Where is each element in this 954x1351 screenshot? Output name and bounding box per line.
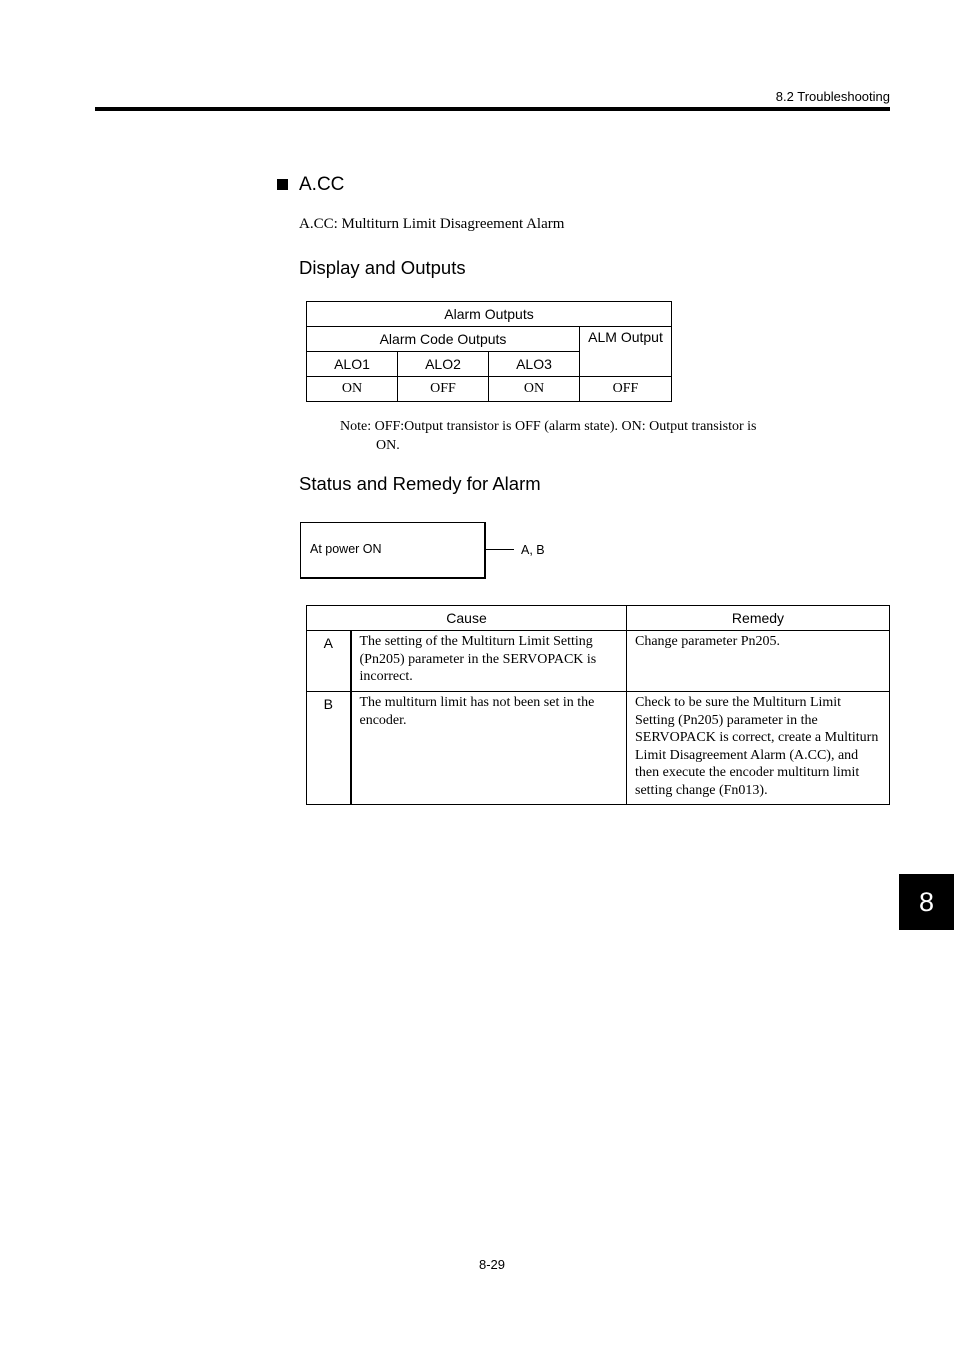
table-row (307, 692, 890, 805)
column-alo2: ALO2 (398, 352, 489, 377)
cause-header: Cause (307, 606, 627, 631)
section-title: A.CC (299, 174, 345, 195)
alarm-outputs-table (306, 301, 672, 402)
value-alo1: ON (307, 377, 398, 402)
section-description: A.CC: Multiturn Limit Disagreement Alarm (299, 216, 565, 232)
cause-remedy-table (306, 605, 890, 805)
remedy-text: Check to be sure the Multiturn Limit Setting (Pn205) parameter in the SERVOPACK is correct, create a Multiturn Limit Disagreement Alarm (A.CC), and then execute the encoder multiturn limit setting change (Fn013). (627, 692, 890, 805)
page-number: 8-29 (478, 1257, 506, 1272)
output-note (340, 417, 780, 455)
column-alo3: ALO3 (489, 352, 580, 377)
remedy-header: Remedy (627, 606, 890, 631)
cause-reference-label: A, B (521, 543, 545, 557)
cause-text: The multiturn limit has not been set in the encoder. (351, 692, 627, 805)
table-row (307, 631, 890, 692)
display-outputs-heading: Display and Outputs (299, 257, 466, 278)
status-box-label: At power ON (310, 542, 382, 556)
running-header: 8.2 Troubleshooting (775, 89, 890, 104)
cause-text: The setting of the Multiturn Limit Setting (Pn205) parameter in the SERVOPACK is incorrect. (351, 631, 627, 692)
value-alm: OFF (580, 377, 672, 402)
note-line-1: Note: OFF:Output transistor is OFF (alarm state). ON: Output transistor is (340, 419, 757, 434)
chapter-tab: 8 (899, 874, 954, 930)
alarm-outputs-title: Alarm Outputs (307, 302, 672, 327)
alarm-code-outputs-label: Alarm Code Outputs (307, 327, 580, 352)
column-alo1: ALO1 (307, 352, 398, 377)
row-letter: B (307, 692, 351, 805)
value-alo2: OFF (398, 377, 489, 402)
alm-output-label: ALM Output (580, 327, 672, 377)
value-alo3: ON (489, 377, 580, 402)
remedy-text: Change parameter Pn205. (627, 631, 890, 692)
note-line-2: ON. (376, 438, 400, 453)
row-letter: A (307, 631, 351, 692)
status-connector-line (486, 549, 514, 550)
square-bullet-icon (277, 179, 288, 190)
status-remedy-heading: Status and Remedy for Alarm (299, 473, 541, 494)
header-rule (95, 107, 890, 111)
